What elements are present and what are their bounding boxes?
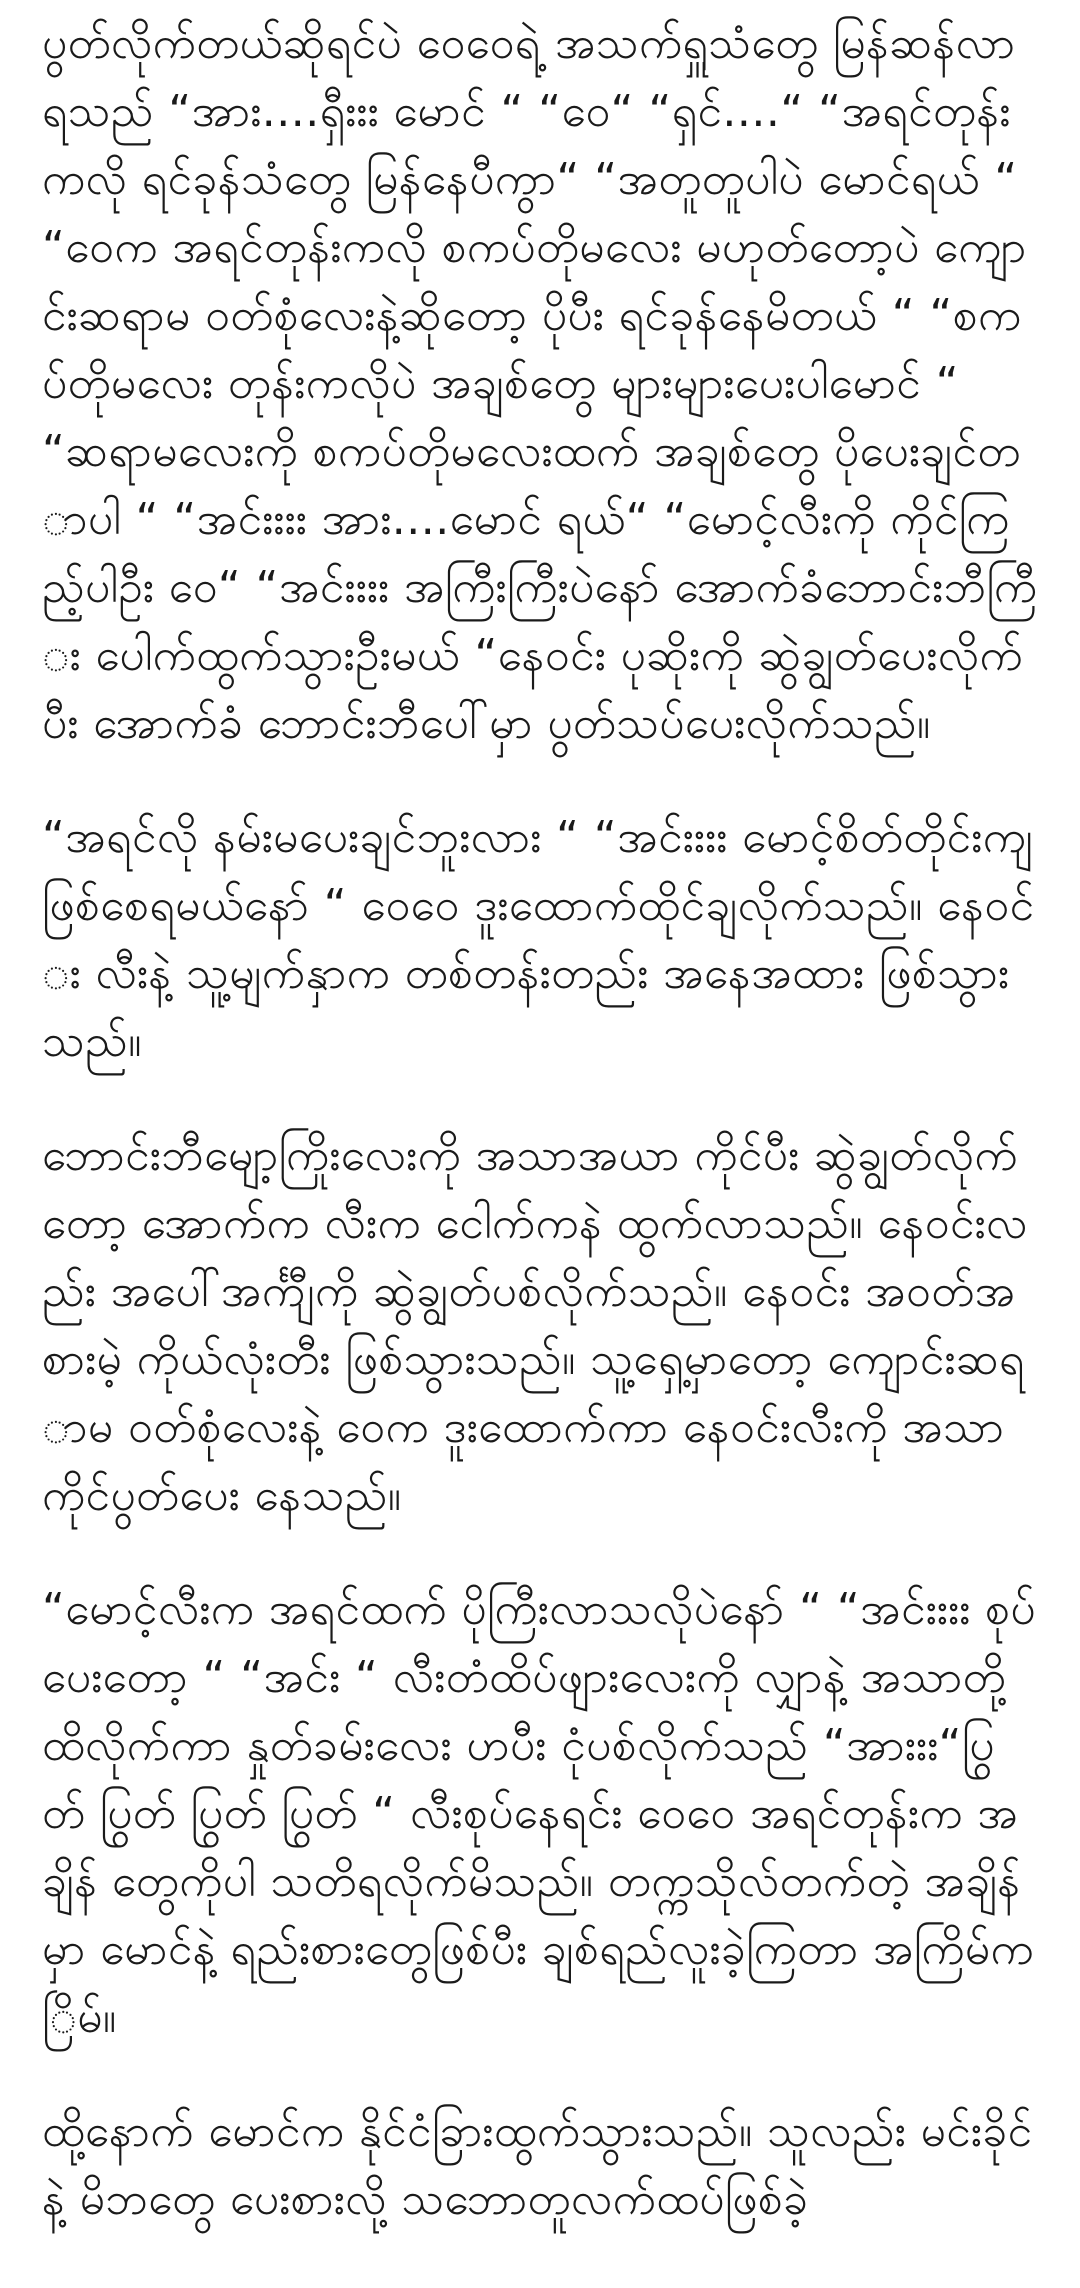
story-paragraph: ပွတ်လိုက်တယ်ဆိုရင်ပဲ ဝေဝေရဲ့ အသက်ရှူသံတွေ မြန်ဆန်လာရသည် “အား....ရှီးးး မောင် “ “ဝေ“ “ရှင်....“ “အရင်တုန်းကလို ရင်ခုန်သံတွေ မြန်နေပီကွာ“ “အတူတူပါပဲ မောင်ရယ် “ “ဝေက အရင်တုန်းကလို စကပ်တိုမလေး မဟုတ်တော့ပဲ ကျောင်းဆရာမ ဝတ်စုံလေးနဲ့ဆိုတော့ ပိုပီး ရင်ခုန်နေမိတယ် “ “စကပ်တိုမလေး တုန်းကလိုပဲ အချစ်တွေ များများပေးပါမောင် “ “ဆရာမလေးကို စကပ်တိုမလေးထက် အချစ်တွေ ပိုပေးချင်တာပါ “ “အင်းးးး အား....မောင် ရယ်“ “မောင့်လီးကို ကိုင်ကြည့်ပါဦး ဝေ“ “အင်းးးး အကြီးကြီးပဲနော် အောက်ခံဘောင်းဘီကြီး ပေါက်ထွက်သွားဦးမယ် “နေဝင်း ပုဆိုးကို ဆွဲချွတ်ပေးလိုက်ပီး အောက်ခံ ဘောင်းဘီပေါ်မှာ ပွတ်သပ်ပေးလိုက်သည်။ [42,18,1038,749]
story-paragraph: ထို့နောက် မောင်က နိုင်ငံခြားထွက်သွားသည်။ သူလည်း မင်းခိုင်နဲ့ မိဘတွေ ပေးစားလို့ သဘောတူလက်ထပ်ဖြစ်ခဲ့ [42,2106,1033,2225]
story-paragraph: “မောင့်လီးက အရင်ထက် ပိုကြီးလာသလိုပဲနော် “ “အင်းးးး စုပ်ပေးတော့ “ “အင်း “ လီးတံထိပ်ဖျားလေးကို လျှာနဲ့ အသာတို့ထိလိုက်ကာ နှုတ်ခမ်းလေး ဟပီး ငုံပစ်လိုက်သည် “အားးး“ပြွတ် ပြွတ် ပြွတ် ပြွတ် “ လီးစုပ်နေရင်း ဝေဝေ အရင်တုန်းက အချိန် တွေကိုပါ သတိရလိုက်မိသည်။ တက္ကသိုလ်တက်တဲ့ အချိန်မှာ မောင်နဲ့ ရည်းစားတွေဖြစ်ပီး ချစ်ရည်လူးခဲ့ကြတာ အကြိမ်ကြိမ်။ [42,1584,1036,2043]
story-paragraph: “အရင်လို နမ်းမပေးချင်ဘူးလား “ “အင်းးးး မောင့်စိတ်တိုင်းကျ ဖြစ်စေရမယ်နော် “ ဝေဝေ ဒူးထောက်ထိုင်ချလိုက်သည်။ နေဝင်း လီးနဲ့ သူ့မျက်နှာက တစ်တန်းတည်း အနေအထား ဖြစ်သွားသည်။ [42,812,1035,1067]
story-paragraph: ဘောင်းဘီမျော့ကြိုးလေးကို အသာအယာ ကိုင်ပီး ဆွဲချွတ်လိုက်တော့ အောက်က လီးက ငေါက်ကနဲ ထွက်လာသည်။ နေဝင်းလည်း အပေါ်အင်္ကျီကို ဆွဲချွတ်ပစ်လိုက်သည်။ နေဝင်း အဝတ်အစားမဲ့ ကိုယ်လုံးတီး ဖြစ်သွားသည်။ သူ့ရှေ့မှာတော့ ကျောင်းဆရာမ ဝတ်စုံလေးနဲ့ ဝေက ဒူးထောက်ကာ နေဝင်းလီးကို အသာကိုင်ပွတ်ပေး နေသည်။ [42,1130,1028,1521]
